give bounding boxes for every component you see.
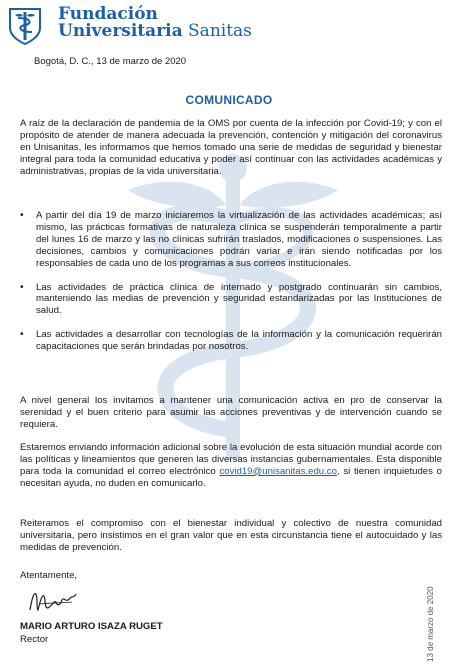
contact-text-after: , si tienen inquietudes o necesitan ayuda, no duden en comunicarlo. (20, 465, 442, 489)
side-date-text: 13 de marzo de 2020 (426, 586, 435, 662)
handwritten-signature (26, 588, 78, 616)
closing-salutation: Atentamente, (20, 570, 78, 581)
contact-email-link[interactable]: covid19@unisanitas.edu.co (219, 465, 337, 477)
intro-paragraph: A raíz de la declaración de pandemia de la OMS por cuenta de la infección por Covid-19; y con el propósito de atender de manera adecuada la prevención, contención y mitigación del coronavirus en Unisanitas, les informamos que hemos tomado una serie de medidas de seguridad y bienestar integral para toda la comunidad educativa y poder así continuar con las actividades académicas y administrativas, propias de la vida universitaria. (20, 118, 442, 177)
institution-logotype (58, 6, 252, 40)
signer-name: MARIO ARTURO ISAZA RUGET (20, 621, 163, 632)
logo-line-2-bold: Universitaria (58, 21, 183, 41)
list-item: • Las actividades a desarrollar con tecnologías de la información y la comunicación requerirán capacitaciones que serán brindadas por nosotros. (20, 329, 442, 353)
logo-line-2-regular: Sanitas (188, 21, 252, 41)
list-item: • A partir del día 19 de marzo iniciaremos la virtualización de las actividades académicas; así mismo, las prácticas formativas de naturaleza clínica se suspenderán temporalmente a partir del lunes 16 de marzo y las no clínicas sufrirán traslados, modificaciones o suspensiones. Las decisiones, cambios y comunicaciones podrán variar e irán siendo notificadas por los responsables de cada uno de los programas a sus correos institucionales. (20, 210, 442, 270)
side-date-stamp (426, 586, 440, 666)
communication-paragraph: A nivel general los invitamos a mantener una comunicación activa en pro de conservar la serenidad y el buen criterio para asumir las acciones preventivas y de intervención cuando se requiera. (20, 395, 442, 430)
letter-date: Bogotá, D. C., 13 de marzo de 2020 (34, 56, 187, 67)
unisanitas-logo-icon (7, 6, 43, 46)
measures-list (20, 210, 442, 365)
closing-paragraph: Reiteramos el compromiso con el bienestar individual y colectivo de nuestra comunidad universitaria, pero insistimos en el gran valor que en esta circunstancia tiene el autocuidado y las medidas de prevención. (20, 518, 442, 553)
logo-line-1: Fundación (58, 4, 158, 24)
logo-line-2 (58, 23, 252, 40)
contact-text-before: Estaremos enviando información adicional sobre la evolución de esta situación mundial acorde con las políticas y lineamientos que generen las diversas instancias gubernamentales. Esta disponible para toda la comunidad el correo electrónico (20, 442, 442, 477)
list-item: • Las actividades de práctica clínica de internado y postgrado continuarán sin cambios, manteniendo las medias de prevención y seguridad estandarizadas por las Instituciones de salud. (20, 282, 442, 318)
signer-role: Rector (20, 634, 49, 645)
letter-title: COMUNICADO (185, 93, 273, 107)
contact-paragraph (20, 442, 442, 490)
